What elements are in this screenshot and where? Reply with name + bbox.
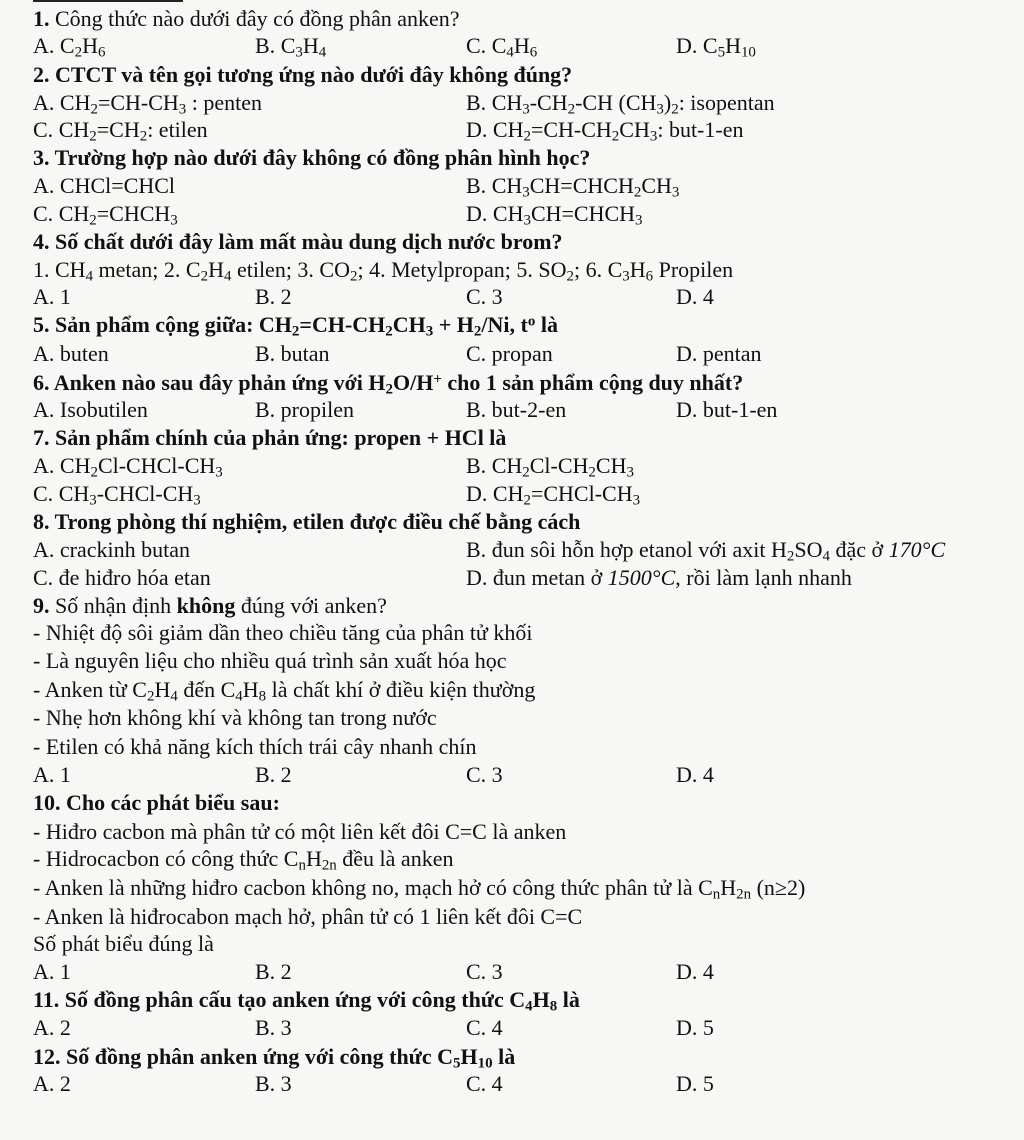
- option-d: D. 5: [676, 1015, 714, 1040]
- question-2-options-row-1: [33, 90, 1023, 116]
- top-rule: [33, 0, 183, 2]
- option-d: D. but-1-en: [676, 397, 778, 422]
- question-number: 4.: [33, 229, 50, 254]
- option-c: C. $CH_3-CHCl-CH_3$: [33, 481, 201, 509]
- emphasis-text: không: [176, 593, 236, 618]
- option-d: D. 4: [676, 762, 714, 787]
- question-6-options: [33, 397, 1023, 423]
- question-text: Số chất dưới đây làm mất màu dung dịch nước brom?: [55, 229, 563, 254]
- question-number: 1.: [33, 6, 50, 31]
- question-number: 2.: [33, 62, 50, 87]
- option-b: B. 3: [255, 1071, 292, 1096]
- option-a: A. 1: [33, 959, 71, 984]
- question-number: 11.: [33, 987, 60, 1012]
- option-a: A. crackinh butan: [33, 537, 190, 562]
- option-d: D. đun metan ở 1500°C, rồi làm lạnh nhanh: [466, 565, 852, 590]
- question-9-options: [33, 762, 1023, 788]
- option-d: D. pentan: [676, 341, 762, 366]
- option-a: A. buten: [33, 341, 109, 366]
- question-10-closing: Số phát biểu đúng là: [33, 931, 214, 956]
- question-text: Số đồng phân cấu tạo anken ứng với công thức $C_4H_8$ là: [64, 987, 580, 1015]
- option-c: B. but-2-en: [466, 397, 567, 422]
- option-a: A. 1: [33, 284, 71, 309]
- statement-item: - Nhiệt độ sôi giảm dần theo chiều tăng của phân tử khối: [33, 620, 533, 645]
- option-b: B. $CH_2Cl-CH_2CH_3$: [466, 453, 634, 481]
- question-11: [33, 987, 580, 1013]
- question-12: [33, 1044, 515, 1070]
- question-8-options-row-1: [33, 537, 1023, 563]
- question-3-options-row-1: [33, 173, 1023, 199]
- question-11-options: [33, 1015, 1023, 1041]
- option-c: C. đe hiđro hóa etan: [33, 565, 211, 590]
- option-d: D. 4: [676, 284, 714, 309]
- option-d: D. 4: [676, 959, 714, 984]
- statement-item: - Hidrocacbon có công thức $C_nH_{2n}$ đều là anken: [33, 846, 454, 874]
- statement-item: - Nhẹ hơn không khí và không tan trong nước: [33, 705, 437, 730]
- option-b: B. $CH_3CH=CHCH_2CH_3$: [466, 173, 680, 201]
- question-10: [33, 790, 280, 816]
- question-number: 12.: [33, 1044, 61, 1069]
- option-a: A. $CH_2=CH-CH_3$ : penten: [33, 90, 263, 118]
- question-12-options: [33, 1071, 1023, 1097]
- question-7-options-row-1: [33, 453, 1023, 479]
- option-c: C. $C_4H_6$: [466, 33, 538, 61]
- option-d: D. $CH_2=CH-CH_2CH_3$: but-1-en: [466, 117, 744, 145]
- option-c: C. 4: [466, 1015, 503, 1040]
- question-8-options-row-2: [33, 565, 1023, 591]
- question-number: 9.: [33, 593, 50, 618]
- option-a: A. CHCl=CHCl: [33, 173, 175, 198]
- question-6: [33, 370, 743, 396]
- option-d: D. 5: [676, 1071, 714, 1096]
- option-c: C. propan: [466, 341, 553, 366]
- question-number: 10.: [33, 790, 61, 815]
- option-a: A. 2: [33, 1071, 71, 1096]
- question-text: Công thức nào dưới đây có đồng phân anken?: [55, 6, 460, 31]
- question-text: Số đồng phân anken ứng với công thức $C_5H_{10}$ là: [66, 1044, 516, 1072]
- statement-item: - Anken là những hiđro cacbon không no, mạch hở có công thức phân tử là $C_nH_{2n}$ (n≥2): [33, 875, 806, 903]
- question-10-options: [33, 959, 1023, 985]
- statement-item: - Hiđro cacbon mà phân tử có một liên kết đôi C=C là anken: [33, 819, 567, 844]
- question-2-options-row-2: [33, 117, 1023, 143]
- option-b: B. butan: [255, 341, 330, 366]
- option-b: B. 2: [255, 762, 292, 787]
- option-c: C. $CH_2=CHCH_3$: [33, 201, 178, 229]
- option-a: A. Isobutilen: [33, 397, 148, 422]
- option-a: A. 2: [33, 1015, 71, 1040]
- question-2: 2. CTCT và tên gọi tương ứng nào dưới đây không đúng?: [33, 62, 573, 87]
- question-5: [33, 312, 558, 338]
- statement-item: - Là nguyên liệu cho nhiều quá trình sản xuất hóa học: [33, 648, 507, 673]
- question-number: 5.: [33, 312, 50, 337]
- option-a: A. $CH_2Cl-CHCl-CH_3$: [33, 453, 223, 481]
- question-8: [33, 509, 580, 535]
- statement-item: - Anken từ $C_2H_4$ đến $C_4H_8$ là chất khí ở điều kiện thường: [33, 677, 536, 705]
- option-b: B. đun sôi hỗn hợp etanol với axit $H_2SO_4$ đặc ở 170°C: [466, 537, 946, 565]
- question-5-options: [33, 341, 1023, 367]
- question-1: [33, 6, 460, 32]
- option-b: B. propilen: [255, 397, 354, 422]
- option-b: B. 3: [255, 1015, 292, 1040]
- option-b: B. $CH_3-CH_2-CH$ $(CH_3)_2$: isopentan: [466, 90, 775, 118]
- option-d: D. $CH_2=CHCl-CH_3$: [466, 481, 641, 509]
- option-c: C. $CH_2=CH_2$: etilen: [33, 117, 208, 145]
- option-c: C. 3: [466, 959, 503, 984]
- question-text: Trong phòng thí nghiệm, etilen được điều chế bằng cách: [54, 509, 581, 534]
- option-c: C. 4: [466, 1071, 503, 1096]
- option-a: A. 1: [33, 762, 71, 787]
- question-7: [33, 425, 506, 451]
- option-d: D. $CH_3CH=CHCH_3$: [466, 201, 643, 229]
- question-3-options-row-2: [33, 201, 1023, 227]
- question-number: 8.: [33, 509, 50, 534]
- question-9: 9. Số nhận định không đúng với anken?: [33, 593, 387, 618]
- question-4-substance-list: 1. $CH_4$ metan; 2. $C_2H_4$ etilen; 3. $CO_2$; 4. Metylpropan; 5. $SO_2$; 6. $C_3H_6$ Propilen: [33, 257, 734, 285]
- question-text: Sản phẩm cộng giữa: $CH_2=CH-CH_2CH_3 + H_2/Ni$, $t^o$ là: [55, 312, 558, 340]
- question-number: 7.: [33, 425, 50, 450]
- question-3: [33, 145, 590, 171]
- option-b: B. 2: [255, 284, 292, 309]
- question-7-options-row-2: [33, 481, 1023, 507]
- question-text: Sản phẩm chính của phản ứng: propen + HCl là: [55, 425, 507, 450]
- question-text: Anken nào sau đây phản ứng với $H_2O/H^+$ cho 1 sản phẩm cộng duy nhất?: [53, 370, 744, 398]
- option-a: A. $C_2H_6$: [33, 33, 106, 61]
- option-d: D. $C_5H_{10}$: [676, 33, 756, 61]
- question-text: Cho các phát biểu sau:: [66, 790, 280, 815]
- question-1-options: [33, 33, 1023, 59]
- question-4-options: [33, 284, 1023, 310]
- question-text: Trường hợp nào dưới đây không có đồng phân hình học?: [54, 145, 591, 170]
- statement-item: - Etilen có khả năng kích thích trái cây nhanh chín: [33, 734, 477, 759]
- question-4: [33, 229, 563, 255]
- option-c: C. 3: [466, 284, 503, 309]
- option-b: B. $C_3H_4$: [255, 33, 327, 61]
- option-b: B. 2: [255, 959, 292, 984]
- question-number: 6.: [33, 370, 50, 395]
- emphasis-text: không: [449, 62, 508, 87]
- question-number: 3.: [33, 145, 50, 170]
- option-c: C. 3: [466, 762, 503, 787]
- statement-item: - Anken là hiđrocabon mạch hở, phân tử có 1 liên kết đôi C=C: [33, 904, 583, 929]
